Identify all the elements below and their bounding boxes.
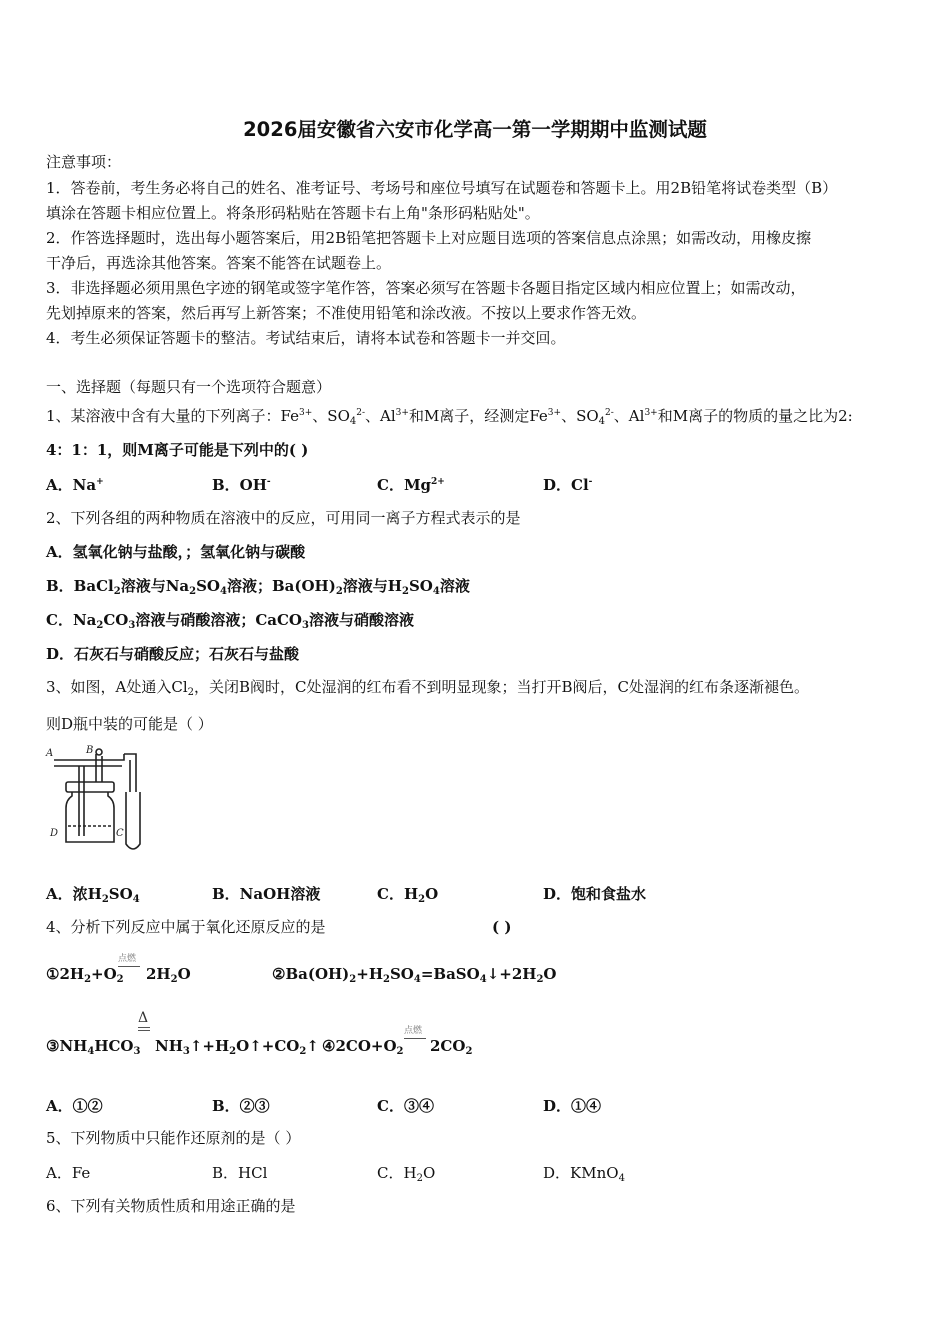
question-2-stem: 2、下列各组的两种物质在溶液中的反应，可用同一离子方程式表示的是 bbox=[46, 509, 521, 527]
page-title: 2026届安徽省六安市化学高一第一学期期中监测试题 bbox=[243, 118, 707, 141]
reaction-4: $④2CO+O_2$ bbox=[322, 1037, 404, 1057]
notice-line-3: 2．作答选择题时，选出每小题答案后，用2B铅笔把答题卡上对应题目选项的答案信息点涂黑；如需改动，用橡皮擦 bbox=[46, 229, 812, 247]
notice-line-5: 3．非选择题必须用黑色字迹的钢笔或签字笔作答，答案必须写在答题卡各题目指定区域内相应位置上；如需改动， bbox=[46, 279, 806, 297]
reaction-3-products: $NH_3↑+H_2O↑+CO_2↑$ bbox=[155, 1037, 319, 1057]
reaction-1-arrow bbox=[118, 966, 140, 967]
q4-option-b[interactable]: B．②③ bbox=[212, 1097, 270, 1115]
reaction-3-arrow-top bbox=[138, 1027, 150, 1028]
question-6-stem: 6、下列有关物质性质和用途正确的是 bbox=[46, 1197, 296, 1215]
reaction-2: $②Ba(OH)_2+H_2SO_4=BaSO_4↓+2H_2O$ bbox=[272, 965, 557, 985]
notice-line-4: 干净后，再选涂其他答案。答案不能答在试题卷上。 bbox=[46, 254, 392, 272]
condition-ignite-4: 点燃 bbox=[404, 1026, 423, 1036]
q2-option-b[interactable]: B．BaCl$_2$溶液与$Na_2SO_4$溶液；$Ba(OH)_2$溶液与$H_2SO_4$溶液 bbox=[46, 577, 470, 597]
figure-label-b: B bbox=[86, 745, 94, 756]
notice-line-2: 填涂在答题卡相应位置上。将条形码粘贴在答题卡右上角"条形码粘贴处"。 bbox=[46, 204, 540, 222]
q1-option-a[interactable]: A．Na+ bbox=[46, 476, 104, 494]
notice-line-7: 4．考生必须保证答题卡的整洁。考试结束后，请将本试卷和答题卡一并交回。 bbox=[46, 329, 566, 347]
condition-heat: Δ bbox=[138, 1010, 149, 1026]
reaction-3-arrow-bottom bbox=[138, 1030, 150, 1031]
condition-ignite-1: 点燃 bbox=[118, 954, 137, 964]
q2-option-a[interactable]: A．氢氧化钠与盐酸，；氢氧化钠与碳酸 bbox=[46, 543, 306, 561]
q3-option-a[interactable]: A．浓$H_2SO_4$ bbox=[46, 885, 140, 905]
q5-option-b[interactable]: B．HCl bbox=[212, 1164, 268, 1182]
notice-line-6: 先划掉原来的答案，然后再写上新答案；不准使用铅笔和涂改液。不按以上要求作答无效。 bbox=[46, 304, 647, 322]
q4-option-d[interactable]: D．①④ bbox=[543, 1097, 602, 1115]
q4-option-c[interactable]: C．③④ bbox=[377, 1097, 434, 1115]
question-1-line-1: 1、某溶液中含有大量的下列离子：$Fe^{3+}$、$SO_4^{2-}$、$Al^{3+}$和M离子，经测定$Fe^{3+}$、$SO_4^{2-}$、$Al^{3+}$和M离子的物质的量之比为2: bbox=[46, 407, 853, 427]
notice-line-1: 1．答卷前，考生务必将自己的姓名、准考证号、考场号和座位号填写在试题卷和答题卡上。用2B铅笔将试卷类型（B） bbox=[46, 179, 838, 197]
reaction-1: $①2H_2+O_2$ bbox=[46, 965, 124, 985]
q1-option-c[interactable]: C．$Mg^{2+}$ bbox=[377, 476, 445, 494]
q3-option-b[interactable]: B．NaOH溶液 bbox=[212, 885, 321, 903]
question-3-line-2: 则D瓶中装的可能是（ ） bbox=[46, 715, 213, 733]
q3-option-d[interactable]: D．饱和食盐水 bbox=[543, 885, 647, 903]
section-heading: 一、选择题（每题只有一个选项符合题意） bbox=[46, 378, 332, 396]
reaction-1-product: $2H_2O$ bbox=[146, 965, 191, 985]
q2-option-c[interactable]: C．$Na_2CO_3$溶液与硝酸溶液；CaCO$_3$溶液与硝酸溶液 bbox=[46, 611, 414, 631]
notice-heading: 注意事项： bbox=[46, 153, 122, 171]
question-4-stem: 4、分析下列反应中属于氧化还原反应的是 bbox=[46, 918, 326, 936]
question-4-answer-paren: ( ) bbox=[492, 918, 512, 936]
figure-label-a: A bbox=[46, 748, 54, 759]
q5-option-d[interactable]: D．KMnO$_4$ bbox=[543, 1164, 625, 1184]
question-3-line-1: 3、如图，A处通入$Cl_2$，关闭B阀时，C处湿润的红布看不到明显现象；当打开B阀后，C处湿润的红布条逐渐褪色。 bbox=[46, 678, 810, 698]
reaction-4-arrow bbox=[404, 1038, 426, 1039]
figure-label-c: C bbox=[116, 828, 124, 839]
q2-option-d[interactable]: D．石灰石与硝酸反应；石灰石与盐酸 bbox=[46, 645, 300, 663]
question-1-line-2: 4：1：1，则M离子可能是下列中的( ) bbox=[46, 441, 309, 459]
q1-option-d[interactable]: D．Cl- bbox=[543, 476, 593, 494]
reaction-3: $③NH_4HCO_3$ bbox=[46, 1037, 141, 1057]
question-5-stem: 5、下列物质中只能作还原剂的是（ ） bbox=[46, 1129, 301, 1147]
q3-option-c[interactable]: C．$H_2O$ bbox=[377, 885, 439, 905]
apparatus-figure bbox=[44, 744, 154, 856]
reaction-4-product: $2CO_2$ bbox=[430, 1037, 473, 1057]
figure-label-d: D bbox=[50, 828, 59, 839]
q5-option-c[interactable]: C．$H_2O$ bbox=[377, 1164, 436, 1184]
q1-option-b[interactable]: B．OH- bbox=[212, 476, 271, 494]
q5-option-a[interactable]: A．Fe bbox=[46, 1164, 91, 1182]
q4-option-a[interactable]: A．①② bbox=[46, 1097, 103, 1115]
